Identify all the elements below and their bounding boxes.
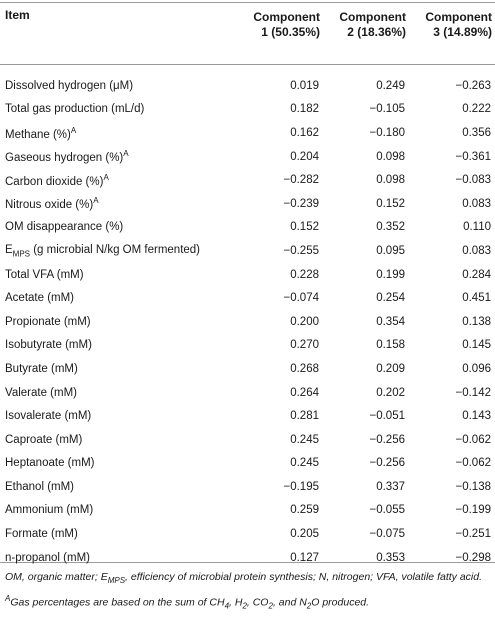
row-item-label: OM disappearance (%) (5, 221, 124, 234)
component-3-value: 0.222 (462, 103, 491, 116)
component-3-value: 0.083 (462, 244, 491, 257)
component-1-value: −0.074 (283, 292, 319, 305)
component-2-value: 0.095 (376, 244, 405, 257)
component-2-value: 0.352 (376, 221, 405, 234)
component-3-value: 0.356 (462, 126, 491, 139)
row-item-label: Isobutyrate (mM) (5, 339, 92, 352)
row-item-label: Valerate (mM) (5, 386, 77, 399)
table-row (0, 168, 495, 192)
component-3-value: −0.298 (455, 551, 491, 564)
row-item-label: Formate (mM) (5, 528, 78, 541)
component-1-value: 0.264 (290, 386, 319, 399)
component-1-value: −0.282 (283, 174, 319, 187)
component-3-value: −0.263 (455, 79, 491, 92)
row-item-label: n-propanol (mM) (5, 551, 90, 564)
component-1-value: 0.245 (290, 433, 319, 446)
row-item-label: Gaseous hydrogen (%)$^A$ (5, 149, 129, 164)
component-2-value: 0.202 (376, 386, 405, 399)
table-row (0, 546, 495, 570)
component-3-value: −0.138 (455, 480, 491, 493)
row-item-label: Acetate (mM) (5, 292, 75, 305)
top-rule (0, 2, 495, 3)
component-3-value: 0.096 (462, 362, 491, 375)
component-3-value: 0.138 (462, 315, 491, 328)
table-row (0, 499, 495, 523)
table-row (0, 310, 495, 334)
row-item-label: Methane (%)$^A$ (5, 125, 77, 141)
table-row (0, 239, 495, 263)
table-row (0, 64, 495, 98)
row-item-label: Isovalerate (mM) (5, 410, 92, 423)
component-3-value: −0.083 (455, 174, 491, 187)
table-row (0, 98, 495, 122)
row-item-label: Propionate (mM) (5, 315, 91, 328)
table-row (0, 121, 495, 145)
row-item-label: Carbon dioxide (%)$^A$ (5, 172, 109, 188)
pca-loadings-table (0, 4, 495, 569)
row-item-label: Total gas production (mL/d) (5, 103, 145, 116)
table-row (0, 357, 495, 381)
table-row (0, 522, 495, 546)
component-1-value: 0.245 (290, 457, 319, 470)
component-1-value: −0.239 (283, 197, 319, 210)
table-row (0, 334, 495, 358)
component-1-value: 0.270 (290, 339, 319, 352)
component-3-value: 0.083 (462, 197, 491, 210)
component-1-value: 0.127 (290, 551, 319, 564)
component-3-value: −0.251 (455, 528, 491, 541)
component-1-value: −0.255 (283, 244, 319, 257)
component-2-value: −0.075 (369, 528, 405, 541)
header-component-3: Component 3 (14.89%) (425, 10, 492, 39)
header-component-2: Component 2 (18.36%) (339, 10, 406, 39)
table-row (0, 452, 495, 476)
component-1-value: 0.182 (290, 103, 319, 116)
row-item-label: Caproate (mM) (5, 433, 83, 446)
component-2-value: 0.098 (376, 150, 405, 163)
row-item-label: $E_{MPS}$ (g microbial N/kg OM fermented) (5, 243, 201, 259)
gas-footnote: $^A$Gas percentages are based on the sum of $CH_4$, $H_2$, $CO_2$, and $N_2O$ produced. (5, 594, 370, 611)
component-1-value: 0.268 (290, 362, 319, 375)
row-item-label: Heptanoate (mM) (5, 457, 95, 470)
component-3-value: −0.142 (455, 386, 491, 399)
component-3-value: −0.361 (455, 150, 491, 163)
component-2-value: 0.098 (376, 174, 405, 187)
table-row (0, 192, 495, 216)
row-item-label: Ammonium (mM) (5, 504, 94, 517)
component-2-value: 0.158 (376, 339, 405, 352)
component-3-value: 0.284 (462, 268, 491, 281)
component-3-value: −0.199 (455, 504, 491, 517)
component-3-value: −0.062 (455, 433, 491, 446)
table-row (0, 216, 495, 240)
component-2-value: −0.256 (369, 433, 405, 446)
component-3-value: 0.451 (462, 292, 491, 305)
abbreviations-note: OM, organic matter; $E_{MPS}$, efficiency of microbial protein synthesis; N, nitrogen; VFA, volatile fatty acid. (5, 571, 483, 586)
component-2-value: −0.256 (369, 457, 405, 470)
table-row (0, 263, 495, 287)
component-1-value: 0.200 (290, 315, 319, 328)
table-row (0, 145, 495, 169)
component-3-value: −0.062 (455, 457, 491, 470)
row-item-label: Nitrous oxide (%)$^A$ (5, 196, 99, 212)
table-row (0, 428, 495, 452)
component-2-value: 0.353 (376, 551, 405, 564)
row-item-label: Butyrate (mM) (5, 362, 78, 375)
table-row (0, 404, 495, 428)
component-2-value: −0.180 (369, 126, 405, 139)
table-row (0, 286, 495, 310)
component-2-value: −0.055 (369, 504, 405, 517)
component-2-value: 0.209 (376, 362, 405, 375)
component-2-value: 0.337 (376, 480, 405, 493)
table-body (0, 64, 495, 569)
component-1-value: 0.228 (290, 268, 319, 281)
component-3-value: 0.110 (463, 221, 491, 234)
component-1-value: −0.195 (283, 480, 319, 493)
component-1-value: 0.204 (290, 150, 319, 163)
component-2-value: −0.051 (369, 410, 405, 423)
component-1-value: 0.152 (290, 221, 319, 234)
component-2-value: −0.105 (369, 103, 405, 116)
table-row (0, 475, 495, 499)
header-item: Item (5, 8, 30, 22)
component-2-value: 0.199 (376, 268, 405, 281)
component-1-value: 0.281 (290, 410, 319, 423)
header-component-1: Component 1 (50.35%) (253, 10, 320, 39)
component-1-value: 0.259 (290, 504, 319, 517)
component-1-value: 0.019 (290, 79, 319, 92)
table-header-row (0, 4, 495, 64)
component-1-value: 0.205 (290, 528, 319, 541)
component-2-value: 0.254 (376, 292, 405, 305)
row-item-label: Total VFA (mM) (5, 268, 84, 281)
component-2-value: 0.249 (376, 79, 405, 92)
component-3-value: 0.145 (462, 339, 491, 352)
component-2-value: 0.354 (376, 315, 405, 328)
row-item-label: Dissolved hydrogen (μM) (5, 79, 134, 92)
component-3-value: 0.143 (462, 410, 491, 423)
table-footer (5, 570, 491, 614)
component-1-value: 0.162 (290, 126, 319, 139)
table-row (0, 381, 495, 405)
row-item-label: Ethanol (mM) (5, 480, 75, 493)
component-2-value: 0.152 (376, 197, 405, 210)
